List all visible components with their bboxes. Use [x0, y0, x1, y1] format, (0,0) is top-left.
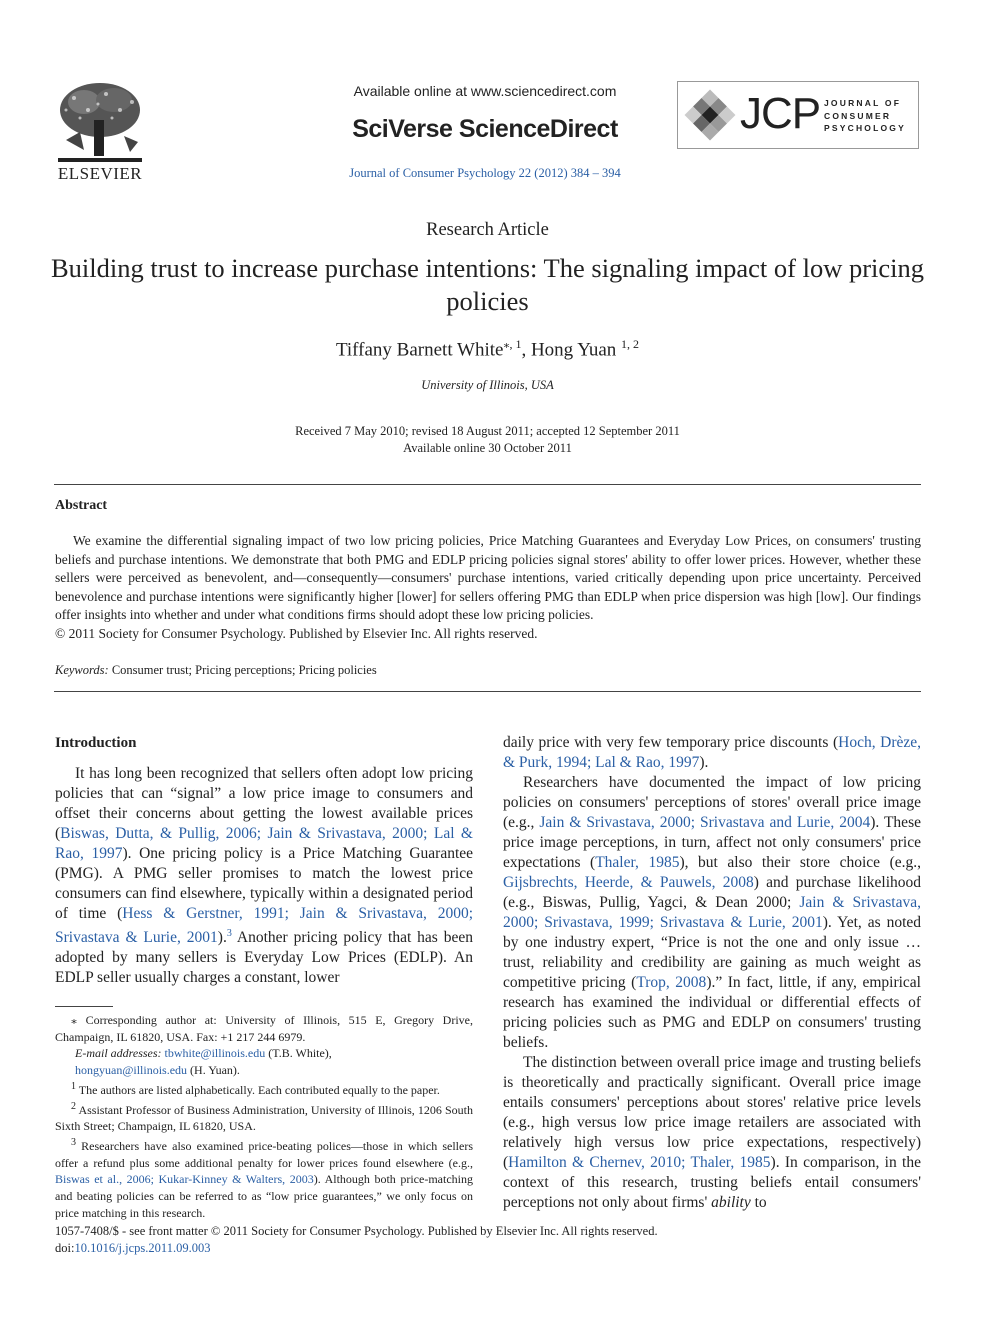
keywords-label: Keywords: [55, 663, 109, 677]
jcp-subtitle [824, 97, 906, 135]
author-marks[interactable]: ⁎, 1 [503, 337, 522, 351]
abstract-heading: Abstract [55, 498, 108, 513]
footnote: $^2$ Assistant Professor of Business Administration, University of Illinois, 1206 South Sixth Street; Champaign, IL 61820, USA. [55, 1100, 473, 1134]
article-dates [0, 423, 975, 457]
email-link[interactable]: tbwhite@illinois.edu [164, 1046, 266, 1061]
issn-line: 1057-7408/$ - see front matter © 2011 Society for Consumer Psychology. Published by Elsevier Inc. All rights reserved. [55, 1224, 658, 1238]
footnote: $^1$ The authors are listed alphabetically. Each contributed equally to the paper. [71, 1080, 440, 1097]
body-column-right [503, 733, 921, 1213]
citation-link[interactable]: Trop, 2008 [636, 974, 707, 991]
abstract-paragraph: We examine the differential signaling impact of two low pricing policies, Price Matching Guarantees and Everyday Low Prices, on consumers' trusting beliefs and purchase intentions. We demonstrate that both PMG and EDLP pricing policies signal stores' ability to offer lower prices. However, whether these sellers were perceived as benevolent, and—consequently—consumers' purchase intentions, varied critically depending upon price uncertainty. Perceived benevolence and purchase intentions were significantly higher [lower] for sellers offering PMG than EDLP when price dispersion was high [low]. Our findings offer insights into whether and under what conditions firms should adopt these low pricing policies. [55, 533, 921, 622]
article-type: Research Article [426, 220, 549, 240]
affiliation: University of Illinois, USA [421, 378, 554, 392]
received-dates: Received 7 May 2010; revised 18 August 2011; accepted 12 September 2011 [295, 424, 680, 438]
citation-link[interactable]: Hess & Gerstner, 1991; Jain & Srivastava, 2000; Srivastava & Lurie, 2001 [55, 905, 474, 947]
jcp-subtitle-line: PSYCHOLOGY [824, 123, 906, 133]
keywords [55, 663, 921, 678]
author-marks[interactable]: 1, 2 [621, 337, 640, 351]
page-footer [55, 1223, 925, 1257]
paragraph: It has long been recognized that sellers often adopt low pricing policies that can “signal” a low price image to consumers and offset their concerns about getting the lowest available prices (Biswas, Dutta, & Pullig, 2006; Jain & Srivastava, 2000; Lal & Rao, 1997). One pricing policy is a Price Matching Guarantee (PMG). A PMG seller promises to match the lowest price consumers can find elsewhere, typically within a designated period of time (Hess & Gerstner, 1991; Jain & Srivastava, 2000; Srivastava & Lurie, 2001).$^3$ Another pricing policy that has been adopted by many sellers is Everyday Low Prices (EDLP). An EDLP seller usually charges a constant, lower [55, 765, 474, 987]
citation-link[interactable]: Jain & Srivastava, 2000; Srivastava and Lurie, 2004 [539, 814, 871, 831]
available-online-text[interactable]: Available online at www.sciencedirect.com [353, 83, 617, 99]
author-name[interactable]: Hong Yuan [530, 339, 617, 361]
doi-line: doi:10.1016/j.jcps.2011.09.003 [55, 1241, 211, 1255]
footnote-divider [55, 1006, 113, 1007]
author-name[interactable]: Tiffany Barnett White [335, 339, 504, 361]
author-list [0, 337, 975, 361]
section-heading: Introduction [55, 735, 137, 751]
jcp-wordmark: JCP [740, 89, 821, 138]
publisher-name: ELSEVIER [57, 164, 143, 183]
keywords-list: Consumer trust; Pricing perceptions; Pricing policies [111, 663, 377, 677]
paragraph: The distinction between overall price image and trusting beliefs is theoretically and practically significant. Overall price image entails consumers' perceptions about stores' relative price levels (e.g., high versus low price image retailers are associated with relatively high versus low price expectations, respectively) (Hamilton & Chernev, 2010; Thaler, 1985). In comparison, in the context of this research, trusting beliefs entail consumers' perceptions not only about firms' ability to [503, 1054, 921, 1211]
journal-logo[interactable] [677, 81, 919, 149]
abstract-copyright: © 2011 Society for Consumer Psychology. Published by Elsevier Inc. All rights reserved. [55, 625, 538, 641]
citation-link[interactable]: Biswas et al., 2006; Kukar-Kinney & Walters, 2003 [55, 1172, 314, 1187]
doi-link[interactable]: 10.1016/j.jcps.2011.09.003 [74, 1241, 211, 1255]
platform-name[interactable]: SciVerse ScienceDirect [352, 115, 618, 143]
paragraph: Researchers have documented the impact of low pricing policies on consumers' perceptions of stores' overall price image (e.g., Jain & Srivastava, 2000; Srivastava and Lurie, 2004). These price image perceptions, in turn, affect not only consumers' price expectations (Thaler, 1985), but also their store choice (e.g., Gijsbrechts, Heerde, & Pauwels, 2008) and purchase likelihood (e.g., Biswas, Pullig, Yagci, & Dean 2000; Jain & Srivastava, 2000; Srivastava, 1999; Srivastava & Lurie, 2001). Yet, as noted by one industry expert, “Price is not the one and only issue … trust, reliability and credibility are gaining as much weight as competitive pricing (Trop, 2008).” In fact, little, if any, empirical research has examined the individual or differential effects of pricing policies such as PMG and EDLP on consumers' trusting beliefs. [503, 774, 922, 1051]
elsevier-tree-icon [54, 80, 146, 162]
jcp-subtitle-line: CONSUMER [824, 110, 892, 121]
email-link[interactable]: hongyuan@illinois.edu [75, 1063, 188, 1078]
article-title: Building trust to increase purchase intentions: The signaling impact of low pricing policies [50, 253, 925, 316]
jcp-subtitle-line: JOURNAL OF [824, 98, 902, 108]
footnote-ref[interactable]: 3 [226, 928, 232, 939]
citation-link[interactable]: Gijsbrechts, Heerde, & Pauwels, 2008 [503, 874, 754, 891]
abstract-text [55, 532, 921, 643]
jcp-diamond-icon [682, 86, 738, 144]
journal-citation-link[interactable]: Journal of Consumer Psychology 22 (2012) 384 – 394 [349, 166, 621, 180]
citation-link[interactable]: Jain & Srivastava, 2000; Srivastava, 1999; Srivastava & Lurie, 2001 [503, 894, 921, 931]
divider [54, 484, 921, 485]
footnote: $^3$ Researchers have also examined price-beating polices—those in which sellers offer a refund plus some additional penalty for lower prices found elsewhere (e.g., Biswas et al., 2006; Kukar-Kinney & Walters, 2003). Although both price-matching and beating policies can be referred to as “low price guarantees,” we only focus on price matching in this research. [55, 1136, 474, 1220]
citation-link[interactable]: Hoch, Drèze, & Purk, 1994; Lal & Rao, 1997 [503, 734, 921, 771]
footnote: ⁎ Corresponding author at: University of Illinois, 515 E, Gregory Drive, Champaign, IL 61820, USA. Fax: +1 217 244 6979. [55, 1013, 473, 1044]
body-column-left [55, 733, 473, 988]
citation-link[interactable]: Hamilton & Chernev, 2010; Thaler, 1985 [508, 1154, 771, 1171]
citation-link[interactable]: Biswas, Dutta, & Pullig, 2006; Jain & Srivastava, 2000; Lal & Rao, 1997 [55, 825, 473, 862]
footnotes [55, 1012, 473, 1221]
online-date: Available online 30 October 2011 [403, 441, 572, 455]
footnote-emails: E-mail addresses: tbwhite@illinois.edu (T.B. White), hongyuan@illinois.edu (H. Yuan). [75, 1046, 332, 1078]
divider [54, 691, 921, 692]
citation-link[interactable]: Thaler, 1985 [595, 854, 680, 871]
author-separator: , [521, 339, 531, 361]
publisher-logo[interactable] [54, 80, 146, 184]
paragraph-continued: daily price with very few temporary price discounts (Hoch, Drèze, & Purk, 1994; Lal & Rao, 1997). [503, 734, 921, 771]
